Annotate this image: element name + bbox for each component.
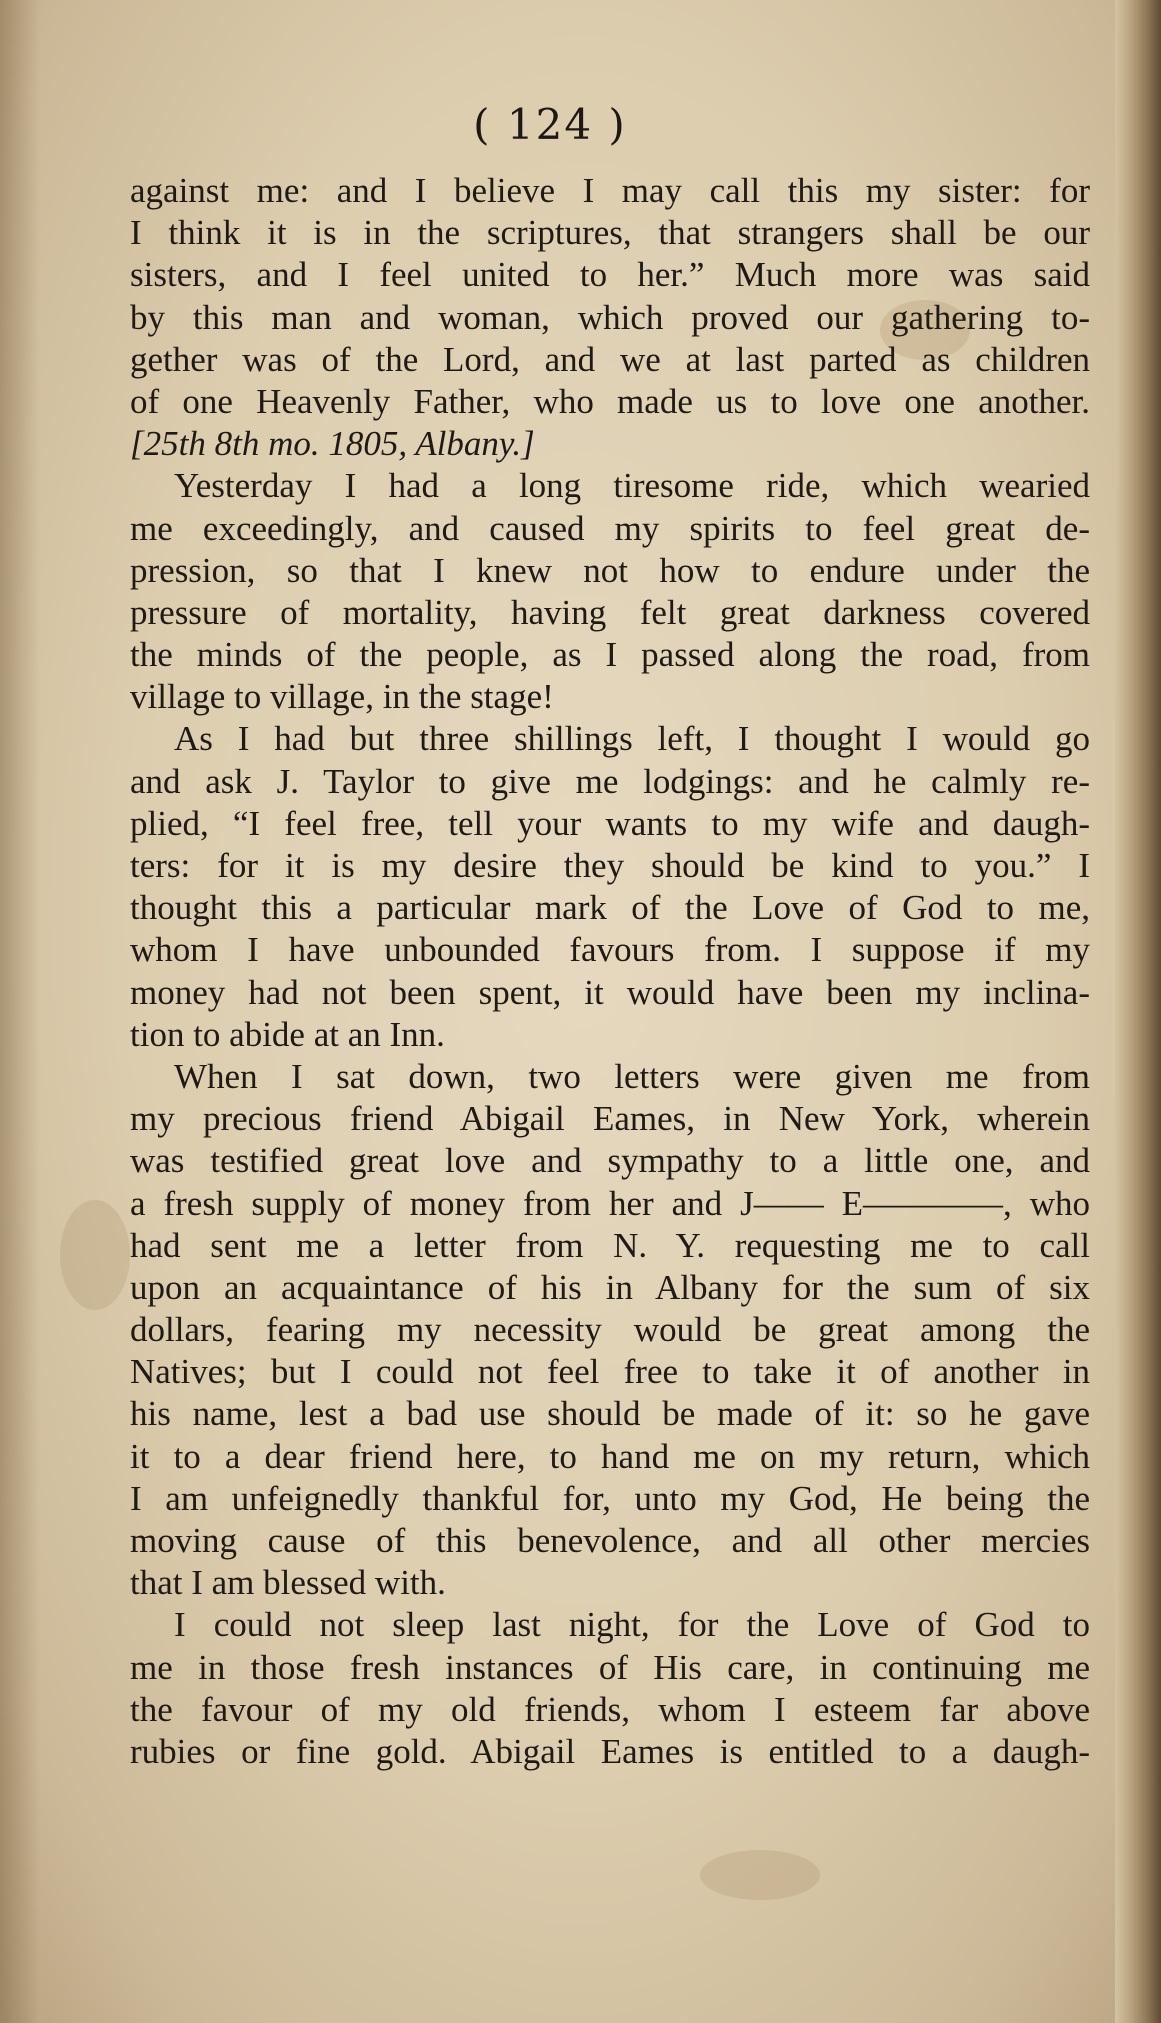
text-line: pressure of mortality, having felt great darkness covered [130, 592, 1090, 632]
text-line: dollars, fearing my necessity would be great among the [130, 1310, 1090, 1350]
text-line: village to village, in the stage! [130, 677, 554, 717]
text-line: sisters, and I feel united to her.” Much more was said [130, 255, 1090, 295]
text-line: was testified great love and sympathy to a little one, and [130, 1141, 1090, 1181]
page-number: ( 124 ) [473, 100, 627, 149]
text-line: me exceedingly, and caused my spirits to feel great de- [130, 508, 1090, 548]
page-body [130, 170, 1090, 1773]
text-line: I am unfeignedly thankful for, unto my God, He being the [130, 1478, 1090, 1518]
text-line: gether was of the Lord, and we at last parted as children [130, 339, 1090, 379]
paragraph [130, 465, 1090, 718]
text-line: I could not sleep last night, for the Love of God to [174, 1605, 1090, 1645]
paragraph [130, 1056, 1090, 1604]
text-line: by this man and woman, which proved our gathering to- [130, 297, 1090, 337]
page-header [0, 100, 1100, 149]
foxing-stain [60, 1200, 130, 1310]
text-line: Natives; but I could not feel free to take it of another in [130, 1352, 1090, 1392]
paragraph [130, 1604, 1090, 1773]
text-line: ters: for it is my desire they should be kind to you.” I [130, 846, 1090, 885]
text-line: rubies or fine gold. Abigail Eames is entitled to a daugh- [130, 1731, 1090, 1771]
text-line: As I had but three shillings left, I thought I would go [174, 719, 1090, 759]
dateline: [25th 8th mo. 1805, Albany.] [130, 424, 535, 464]
text-line: and ask J. Taylor to give me lodgings: and he calmly re- [130, 761, 1090, 801]
text-line: When I sat down, two letters were given me from [174, 1056, 1090, 1096]
paragraph [130, 718, 1090, 1056]
text-line: moving cause of this benevolence, and all other mercies [130, 1521, 1090, 1560]
text-line: plied, “I feel free, tell your wants to my wife and daugh- [130, 803, 1090, 843]
text-line: the favour of my old friends, whom I esteem far above [130, 1689, 1090, 1729]
text-line: of one Heavenly Father, who made us to love one another. [130, 381, 1090, 421]
text-line: tion to abide at an Inn. [130, 1014, 445, 1054]
text-line: a fresh supply of money from her and J—— E————, who [130, 1183, 1090, 1223]
text-line: I think it is in the scriptures, that strangers shall be our [130, 213, 1090, 253]
text-line: thought this a particular mark of the Love of God to me, [130, 888, 1090, 928]
text-line: the minds of the people, as I passed along the road, from [130, 635, 1090, 675]
text-line: me in those fresh instances of His care, in continuing me [130, 1647, 1090, 1687]
text-line: had sent me a letter from N. Y. requesting me to call [130, 1225, 1090, 1265]
text-line: whom I have unbounded favours from. I suppose if my [130, 930, 1090, 970]
text-line: it to a dear friend here, to hand me on my return, which [130, 1436, 1090, 1476]
foxing-stain [700, 1850, 820, 1900]
text-line: my precious friend Abigail Eames, in New York, wherein [130, 1099, 1090, 1139]
text-line: money had not been spent, it would have been my inclina- [130, 972, 1090, 1012]
gutter-shadow [0, 0, 40, 2023]
text-line: upon an acquaintance of his in Albany for the sum of six [130, 1267, 1090, 1307]
text-line: pression, so that I knew not how to endure under the [130, 550, 1090, 590]
text-line: Yesterday I had a long tiresome ride, which wearied [174, 466, 1090, 506]
page-edge [1115, 0, 1161, 2023]
paragraph [130, 170, 1090, 465]
text-line: his name, lest a bad use should be made of it: so he gave [130, 1394, 1090, 1434]
text-line: that I am blessed with. [130, 1563, 446, 1603]
text-line: against me: and I believe I may call this my sister: for [130, 171, 1090, 210]
